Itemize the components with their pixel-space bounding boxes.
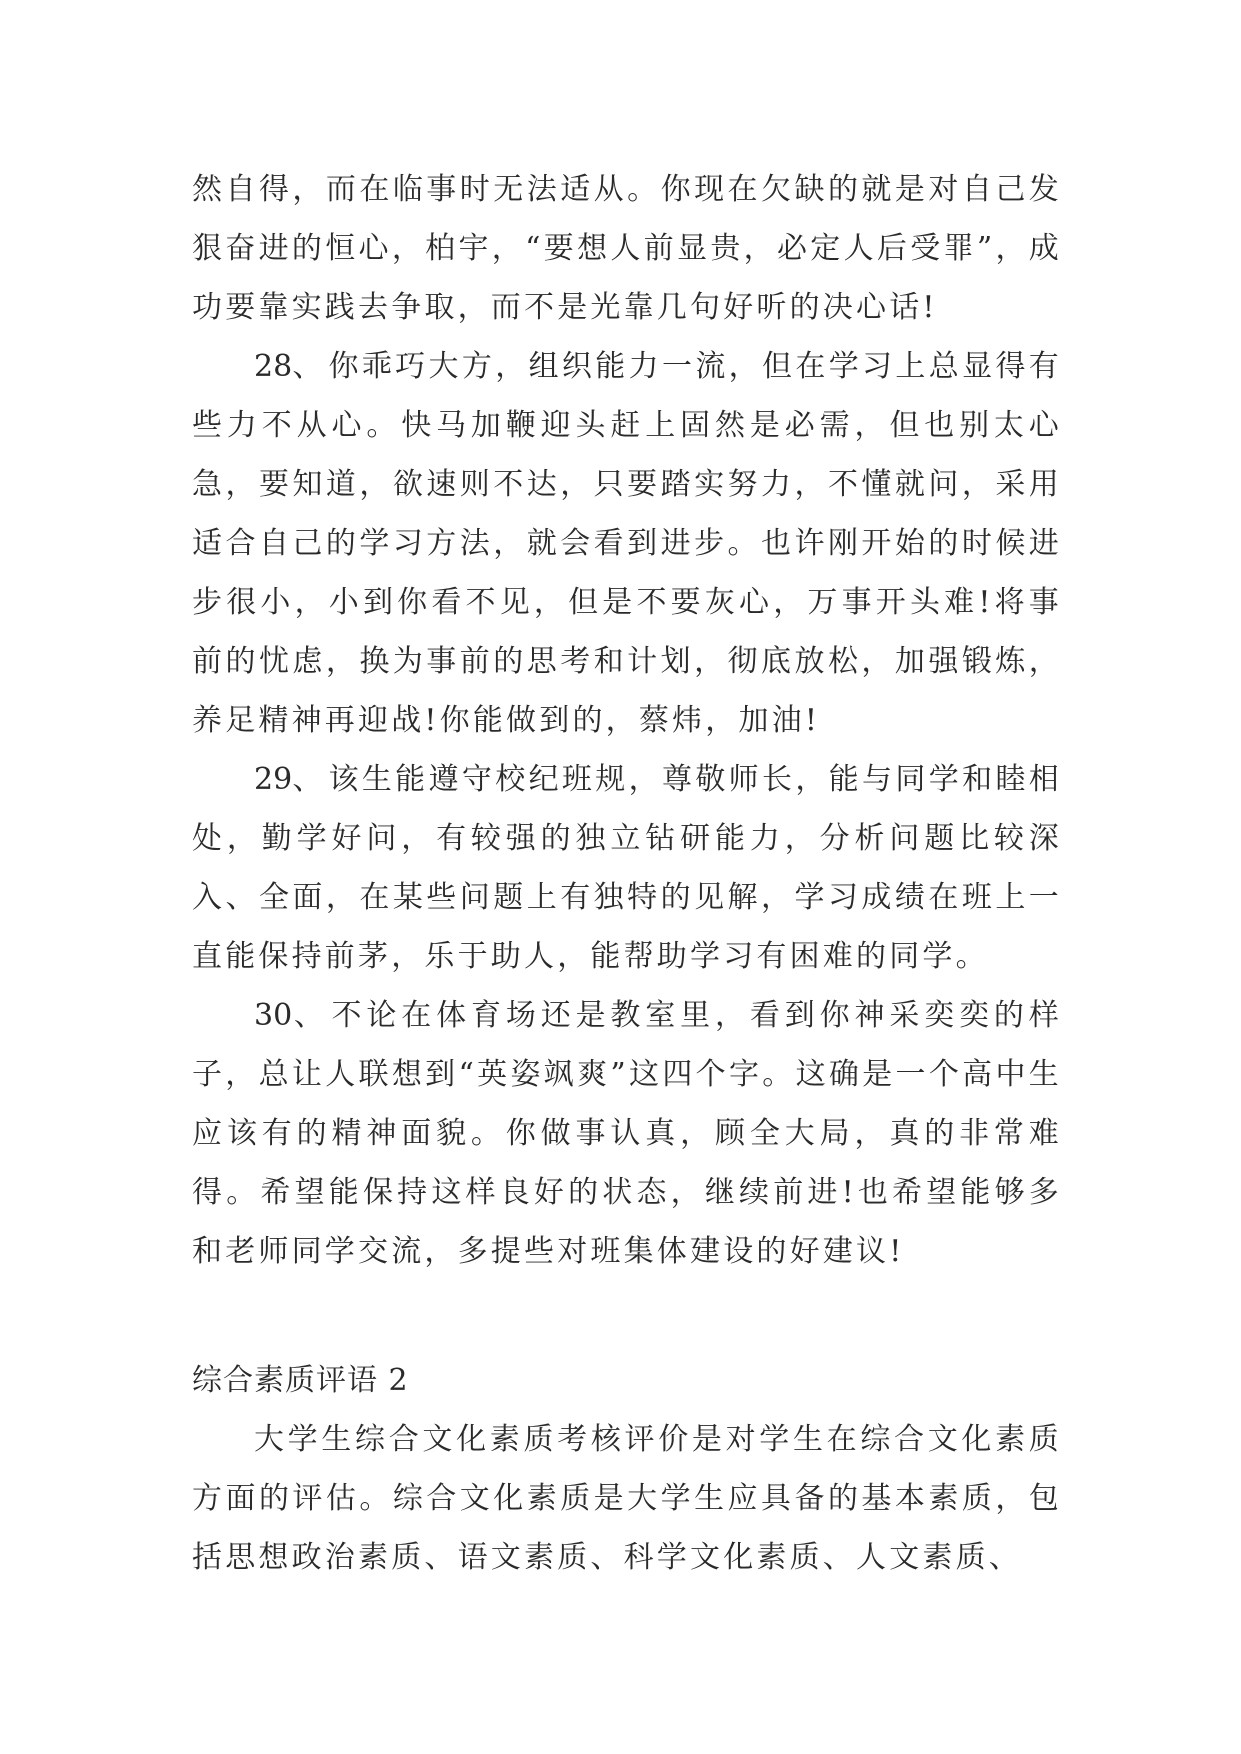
section-paragraph: 大学生综合文化素质考核评价是对学生在综合文化素质方面的评估。综合文化素质是大学生应具备的基本素质，包括思想政治素质、语文素质、科学文化素质、人文素质、: [192, 1422, 1062, 1575]
item-text: 该生能遵守校纪班规，尊敬师长，能与同学和睦相处，勤学好问，有较强的独立钻研能力，分析问题比较深入、全面，在某些问题上有独特的见解，学习成绩在班上一直能保持前茅，乐于助人，能帮助学习有困难的同学。: [192, 762, 1062, 974]
item-number: 29、: [254, 762, 323, 797]
document-body: [192, 160, 1062, 1587]
list-item-28: [192, 337, 1062, 750]
item-number: 30、: [254, 998, 326, 1033]
paragraph-intro: 然自得，而在临事时无法适从。你现在欠缺的就是对自己发狠奋进的恒心，柏宇，“要想人前显贵，必定人后受罪”，成功要靠实践去争取，而不是光靠几句好听的决心话!: [192, 172, 1062, 325]
list-item-30: [192, 986, 1062, 1281]
list-item-29: [192, 750, 1062, 986]
section-heading: 综合素质评语 2: [192, 1363, 409, 1398]
item-number: 28、: [254, 349, 323, 384]
section-spacer: [192, 1281, 1062, 1351]
item-text: 不论在体育场还是教室里，看到你神采奕奕的样子，总让人联想到“英姿飒爽”这四个字。这确是一个高中生应该有的精神面貌。你做事认真，顾全大局，真的非常难得。希望能保持这样良好的状态，继续前进!也希望能够多和老师同学交流，多提些对班集体建设的好建议!: [192, 998, 1062, 1269]
item-text: 你乖巧大方，组织能力一流，但在学习上总显得有些力不从心。快马加鞭迎头赶上固然是必需，但也别太心急，要知道，欲速则不达，只要踏实努力，不懂就问，采用适合自己的学习方法，就会看到进步。也许刚开始的时候进步很小，小到你看不见，但是不要灰心，万事开头难!将事前的忧虑，换为事前的思考和计划，彻底放松，加强锻炼，养足精神再迎战!你能做到的，蔡炜，加油!: [192, 349, 1062, 738]
